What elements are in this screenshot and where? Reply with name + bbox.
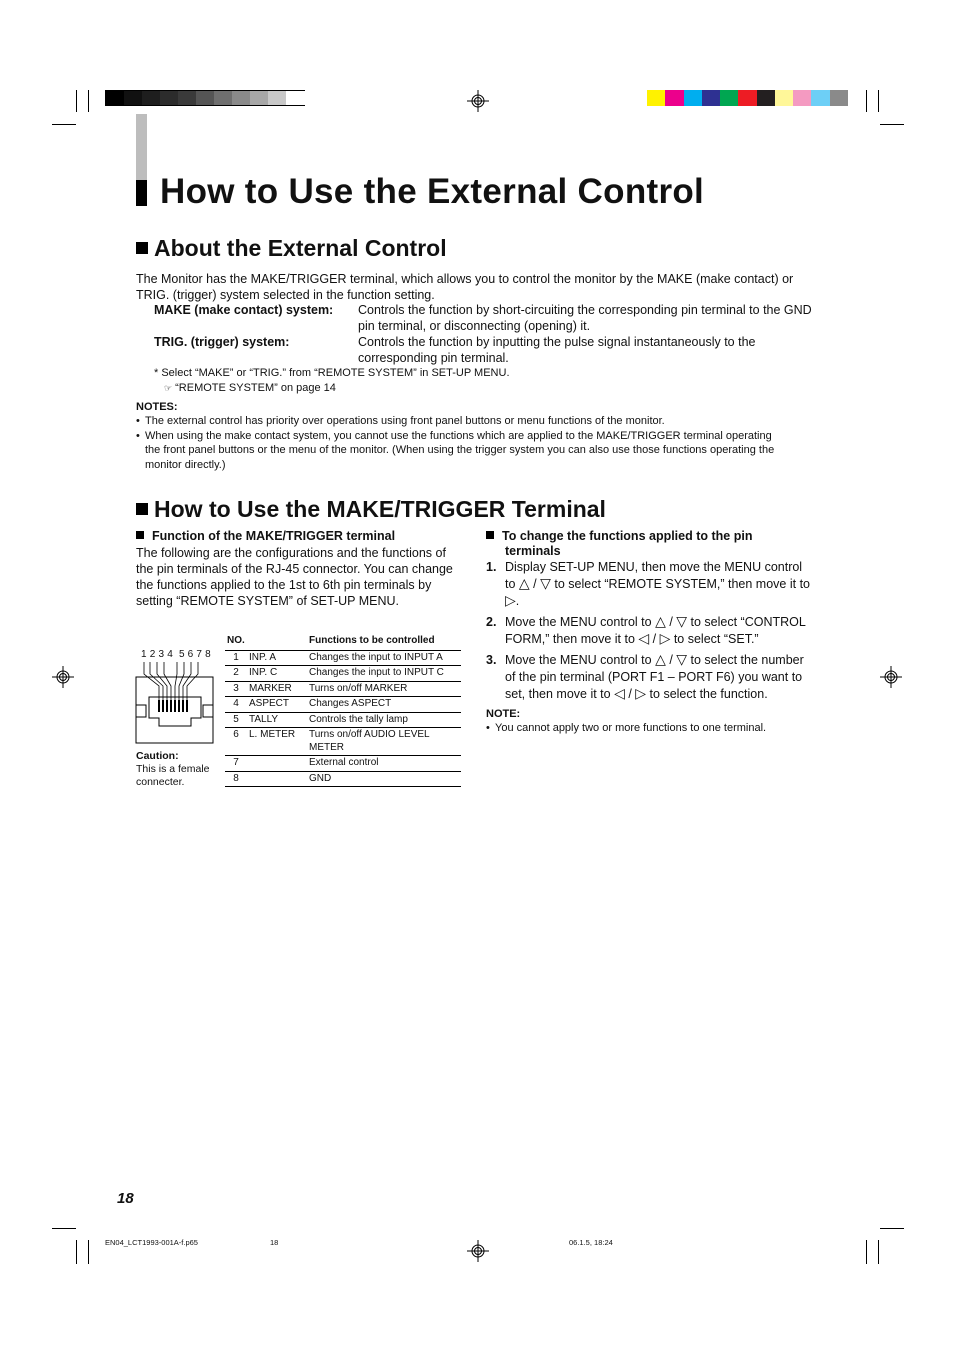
- header-no: NO.: [225, 634, 307, 650]
- color-calibration-bar: [647, 90, 848, 106]
- note-text: • You cannot apply two or more functions to one terminal.: [486, 722, 767, 734]
- step-1: 1. Display SET-UP MENU, then move the MENU control to △ / ▽ to select “REMOTE SYSTEM,” then move it to ▷.: [486, 560, 810, 609]
- rj45-connector-diagram: [135, 660, 215, 746]
- steps-list: [486, 559, 812, 735]
- header-functions: Functions to be controlled: [307, 634, 461, 650]
- def-desc-trig: Controls the function by inputting the pulse signal instantaneously to the corresponding pin terminal.: [358, 335, 756, 365]
- calibration-swatch: [738, 90, 757, 106]
- triangle-up-icon: △: [655, 652, 666, 668]
- table-row: 7 External control: [225, 756, 461, 772]
- change-subheading: To change the functions applied to the pin terminals: [486, 529, 806, 559]
- calibration-swatch: [232, 91, 251, 105]
- caution-block: Caution: This is a female connecter.: [136, 750, 210, 788]
- square-bullet-icon: [486, 531, 494, 539]
- table-row: 4 ASPECT Changes ASPECT: [225, 697, 461, 713]
- square-bullet-icon: [136, 503, 148, 515]
- footnote: * Select “MAKE” or “TRIG.” from “REMOTE SYSTEM” in SET-UP MENU.: [154, 367, 510, 379]
- triangle-left-icon: ◁: [638, 631, 650, 647]
- title-marker: [136, 180, 147, 206]
- calibration-swatch: [142, 91, 161, 105]
- triangle-right-icon: ▷: [635, 686, 647, 702]
- calibration-swatch: [178, 91, 197, 105]
- calibration-swatch: [775, 90, 794, 106]
- calibration-swatch: [268, 91, 287, 105]
- note-item: • The external control has priority over operations using front panel buttons or menu functions of the monitor. • When using the make contact system, you cannot use the functions which are applied to the MAKE/TRIGGER terminal operating the front panel buttons or the menu of the monitor. (When using the trigger system you can also use those functions operating the monitor directly.): [136, 415, 775, 471]
- calibration-swatch: [196, 91, 215, 105]
- step-3: 3. Move the MENU control to △ / ▽ to select the number of the pin terminal (PORT F1 – PORT F6) you want to set, then move it to ◁ / ▷ to select the function.: [486, 652, 804, 702]
- calibration-swatch: [757, 90, 776, 106]
- calibration-swatch: [250, 91, 269, 105]
- reference-line: ☞ “REMOTE SYSTEM” on page 14: [164, 382, 336, 394]
- square-bullet-icon: [136, 531, 144, 539]
- crosshair-registration-icon: [467, 90, 489, 112]
- step-2: 2. Move the MENU control to △ / ▽ to select “CONTROL FORM,” then move it to ◁ / ▷ to select “SET.”: [486, 614, 806, 647]
- calibration-swatch: [124, 91, 143, 105]
- calibration-swatch: [811, 90, 830, 106]
- notes-label: NOTES:: [136, 401, 178, 413]
- calibration-swatch: [702, 90, 721, 106]
- side-bar-decoration: [136, 114, 147, 180]
- calibration-swatch: [106, 91, 125, 105]
- pin-function-table: [225, 634, 461, 787]
- about-intro: The Monitor has the MAKE/TRIGGER terminal, which allows you to control the monitor by the MAKE (make contact) or TRIG. (trigger) system selected in the function setting.: [136, 272, 794, 302]
- crosshair-registration-icon: [52, 666, 74, 688]
- page-title: How to Use the External Control: [160, 172, 705, 211]
- calibration-swatch: [214, 91, 233, 105]
- footer-file: EN04_LCT1993-001A-f.p65: [105, 1238, 198, 1247]
- calibration-swatch: [830, 90, 849, 106]
- triangle-down-icon: ▽: [676, 652, 688, 668]
- calibration-swatch: [720, 90, 739, 106]
- calibration-swatch: [793, 90, 812, 106]
- section-heading-terminal: How to Use the MAKE/TRIGGER Terminal: [136, 496, 606, 523]
- def-term-trig: TRIG. (trigger) system:: [154, 335, 290, 349]
- function-subheading: Function of the MAKE/TRIGGER terminal: [136, 529, 395, 544]
- hand-pointer-icon: ☞: [164, 384, 173, 394]
- table-header-row: [225, 634, 461, 650]
- triangle-left-icon: ◁: [614, 686, 625, 702]
- grayscale-calibration-bar: [105, 90, 305, 106]
- triangle-right-icon: ▷: [505, 593, 516, 609]
- crosshair-registration-icon: [467, 1240, 489, 1262]
- page-number: 18: [117, 1190, 134, 1207]
- pin-number-labels: 1 2 3 4 5 6 7 8: [141, 649, 211, 660]
- function-text: The following are the configurations and the functions of the pin terminals of the RJ-45 connector. You can change the functions applied to the 1st to 6th pin terminals by setting “REMOTE SYSTEM” of SET-UP MENU.: [136, 546, 453, 608]
- table-row: 2 INP. C Changes the input to INPUT C: [225, 666, 461, 682]
- triangle-down-icon: ▽: [540, 576, 551, 592]
- table-row: 8 GND: [225, 771, 461, 787]
- footer-page: 18: [270, 1238, 279, 1247]
- crosshair-registration-icon: [880, 666, 902, 688]
- section-heading-about: About the External Control: [136, 235, 447, 262]
- calibration-swatch: [665, 90, 684, 106]
- table-row: 5 TALLY Controls the tally lamp: [225, 712, 461, 728]
- triangle-up-icon: △: [518, 576, 530, 592]
- calibration-swatch: [286, 91, 305, 105]
- note-label: NOTE:: [486, 708, 521, 720]
- calibration-swatch: [160, 91, 179, 105]
- def-desc-make: Controls the function by short-circuiting the corresponding pin terminal to the GND pin terminal, or disconnecting (opening) it.: [358, 303, 812, 333]
- table-row: 3 MARKER Turns on/off MARKER: [225, 681, 461, 697]
- table-row: 1 INP. A Changes the input to INPUT A: [225, 650, 461, 666]
- calibration-swatch: [684, 90, 703, 106]
- triangle-up-icon: △: [655, 614, 666, 630]
- triangle-down-icon: ▽: [676, 614, 688, 630]
- table-row: 6 L. METER Turns on/off AUDIO LEVEL METER: [225, 728, 461, 756]
- footer-date: 06.1.5, 18:24: [569, 1238, 613, 1247]
- calibration-swatch: [647, 90, 666, 106]
- triangle-right-icon: ▷: [659, 631, 671, 647]
- def-term-make: MAKE (make contact) system:: [154, 303, 334, 317]
- square-bullet-icon: [136, 242, 148, 254]
